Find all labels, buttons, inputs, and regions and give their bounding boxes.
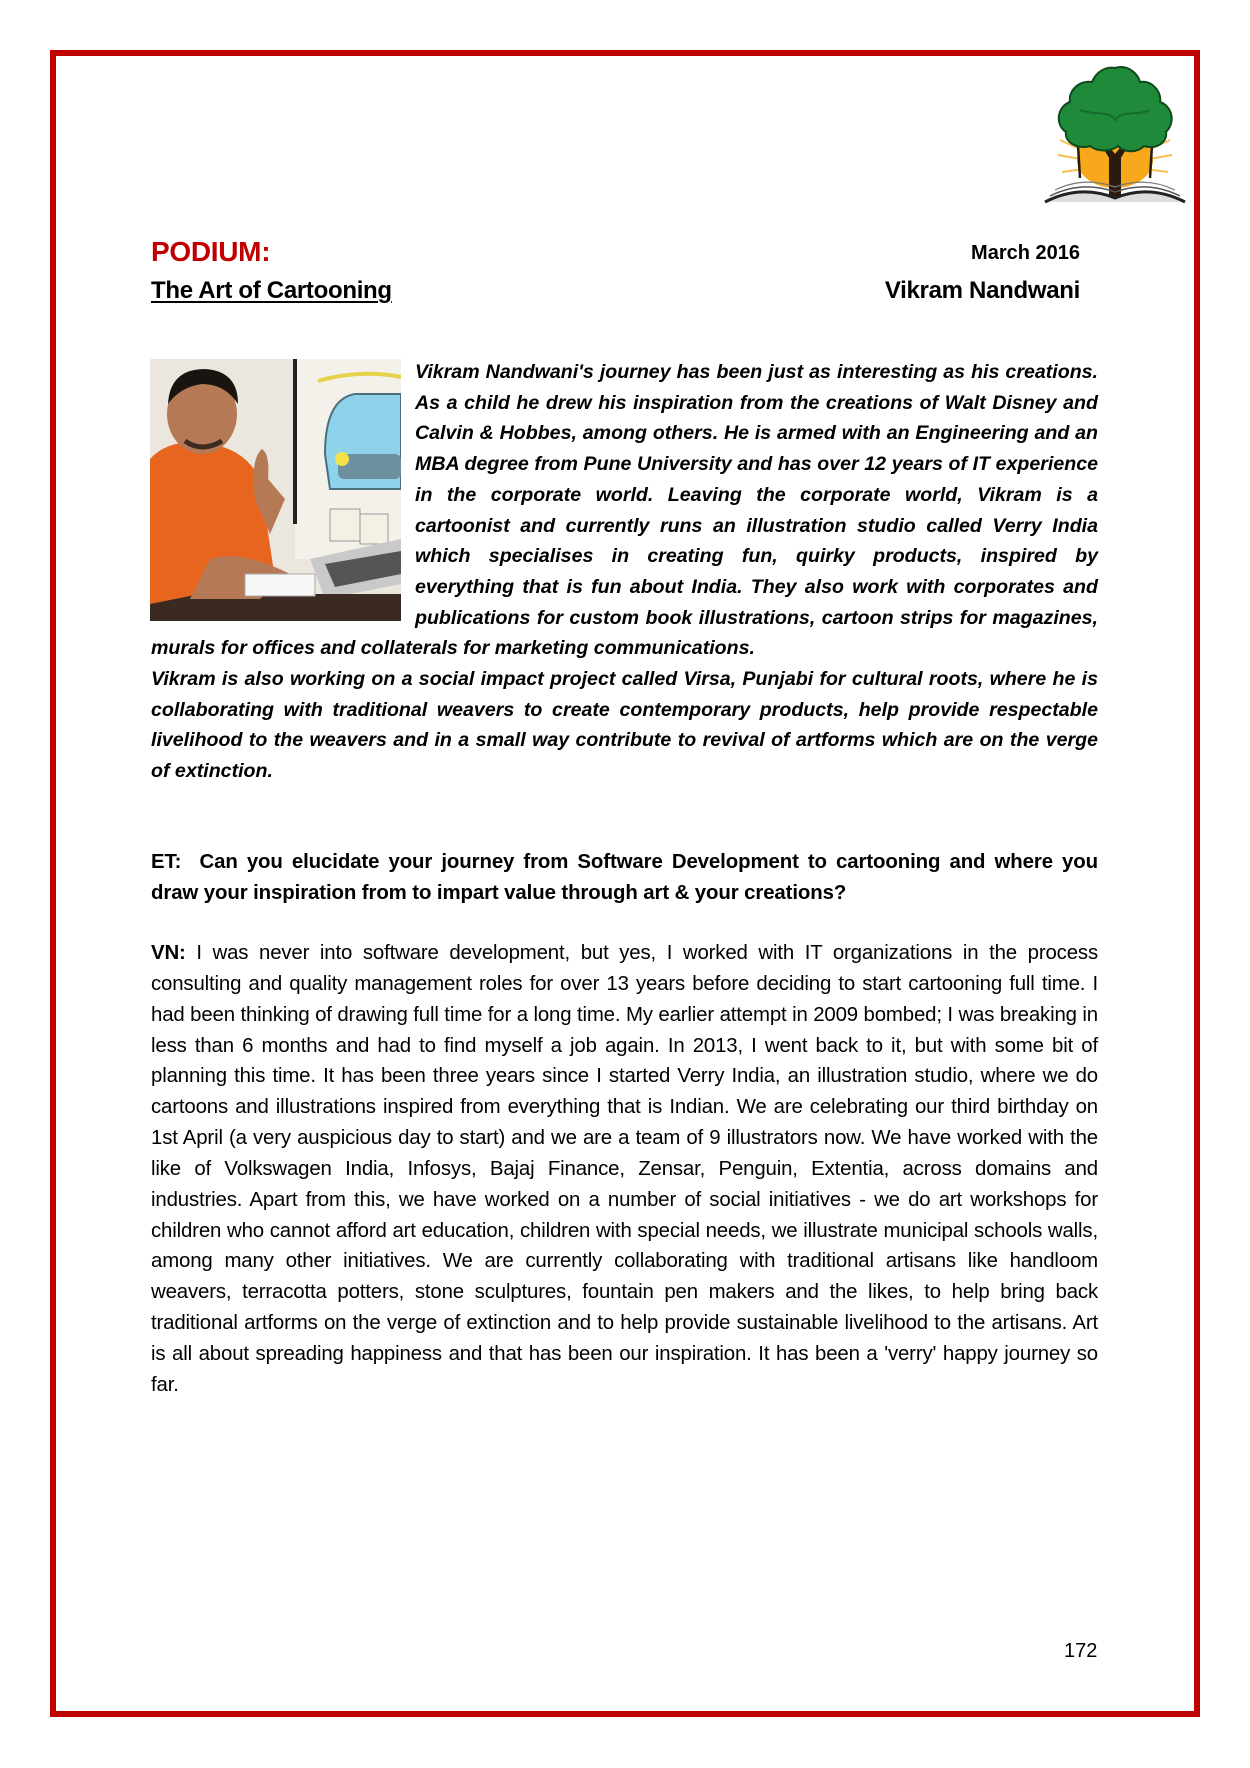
question-text: Can you elucidate your journey from Software Development to cartooning and where you draw your inspiration from to impart value through art & your creations? (151, 851, 1098, 904)
section-label: PODIUM: (151, 236, 271, 267)
article-title: The Art of Cartooning (151, 277, 392, 304)
interview-answer (151, 938, 1098, 1401)
page-number: 172 (1064, 1640, 1098, 1662)
question-label: ET: (151, 851, 182, 873)
tree-book-logo-icon (1040, 60, 1190, 208)
answer-text: I was never into software development, but yes, I worked with IT organizations in the process consulting and quality management roles for over 13 years before deciding to start cartooning full time. I had been thinking of drawing full time for a long time. My earlier attempt in 2009 bombed; I was breaking in less than 6 months and had to find myself a job again. In 2013, I went back to it, but with some bit of planning this time. It has been three years since I started Verry India, an illustration studio, where we do cartoons and illustrations inspired from everything that is Indian. We are celebrating our third birthday on 1st April (a very auspicious day to start) and we are a team of 9 illustrators now. We have worked with the like of Volkswagen India, Infosys, Bajaj Finance, Zensar, Penguin, Extentia, across domains and industries. Apart from this, we have worked on a number of social initiatives - we do art workshops for children who cannot afford art education, children with special needs, we illustrate municipal schools walls, among many other initiatives. We are currently collaborating with traditional artisans like handloom weavers, terracotta potters, stone sculptures, fountain pen makers and the likes, to help bring back traditional artforms on the verge of extinction and to help provide sustainable livelihood to the artisans. Art is all about spreading happiness and that has been our inspiration. It has been a 'verry' happy journey so far. (151, 942, 1098, 1396)
answer-label: VN: (151, 942, 186, 964)
photo-wrap-spacer (151, 357, 415, 633)
intro-text (151, 357, 1098, 787)
author-name: Vikram Nandwani (884, 277, 1080, 304)
issue-date: March 2016 (971, 242, 1080, 264)
interview-question (151, 847, 1098, 908)
intro-paragraph-1: Vikram Nandwani's journey has been just as interesting as his creations. As a child he drew his inspiration from the creations of Walt Disney and Calvin & Hobbes, among others. He is armed with an Engineering and an MBA degree from Pune University and has over 12 years of IT experience in the corporate world. Leaving the corporate world, Vikram is a cartoonist and currently runs an illustration studio called Verry India which specialises in creating fun, quirky products, inspired by everything that is fun about India. They also work with corporates and publications for custom book illustrations, cartoon strips for magazines, murals for offices and collaterals for marketing communications. (151, 361, 1098, 660)
intro-paragraph-2: Vikram is also working on a social impact project called Virsa, Punjabi for cultural roots, where he is collaborating with traditional weavers to create contemporary products, help provide respectable livelihood to the weavers and in a small way contribute to revival of artforms which are on the verge of extinction. (151, 668, 1098, 783)
